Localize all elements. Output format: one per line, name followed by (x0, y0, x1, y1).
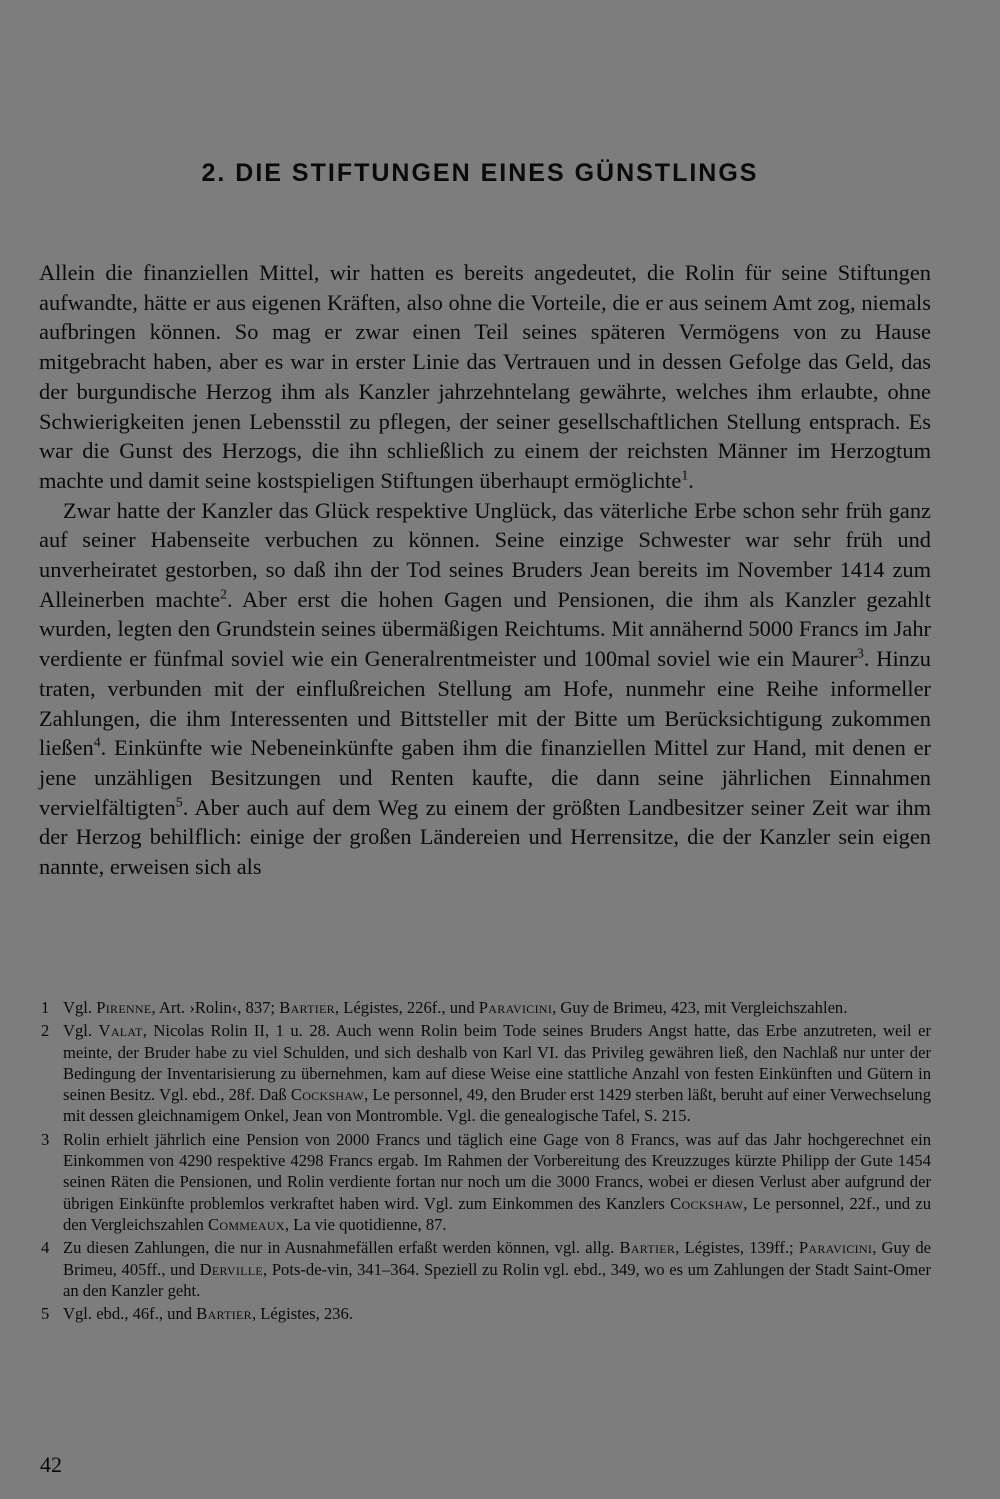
text-run: , Guy de Brimeu, 423, mit Vergleichszahlen. (552, 998, 848, 1017)
main-text (39, 258, 931, 882)
text-run: , Le personnel, 49, den Bruder erst 1429 sterben läßt, beruht auf einer Verwechselung mit dessen gleichnamigem Onkel, Jean von Montromble. Vgl. die genealogische Tafel, S. 215. (63, 1085, 931, 1126)
author-name: Commeaux (208, 1214, 285, 1234)
footnote-marker: 4 (93, 735, 101, 751)
author-name: Cockshaw (670, 1193, 744, 1213)
footnote-number: 2 (41, 1021, 50, 1041)
text-run: , Légistes, 226f., und (334, 998, 479, 1017)
footnote-marker: 5 (175, 795, 183, 811)
footnotes (39, 997, 931, 1324)
text-run: Rolin erhielt jährlich eine Pension von 2000 Francs und täglich eine Gage von 8 Francs, was auf das Jahr hochgerechnet ein Einkommen von 4290 respektive 4298 Francs ergab. Im Rahmen der Vorbereitung des Kreuzzuges kürzte Philipp der Gute 1454 seinen Räten die Pensionen, und Rolin verdiente fortan nur noch um die 3000 Francs, wobei er diesen Verlust aber aufgrund der übrigen Einkünfte problemlos verkraftet haben wird. Vgl. zum Einkommen des Kanzlers (63, 1129, 931, 1213)
text-run: , La vie quotidienne, 87. (284, 1214, 447, 1234)
footnote-marker: 2 (220, 587, 227, 603)
footnote-number: 4 (41, 1238, 50, 1258)
footnote-marker: 1 (681, 468, 689, 484)
text-run: , Guy de Brimeu, 405ff., und (63, 1238, 932, 1279)
author-name: Pirenne (96, 998, 152, 1017)
text-run: . (688, 467, 694, 493)
author-name: Bartier (619, 1238, 676, 1258)
chapter-title: 2. DIE STIFTUNGEN EINES GÜNSTLINGS (201, 158, 759, 187)
text-run: . Aber auch auf dem Weg zu einem der größten Landbesitzer seiner Zeit war ihm der Herzog behilflich: einige der großen Ländereien und Herrensitze, die der Kanzler sein eigen nannte, erweisen sich als (39, 794, 931, 880)
text-run: Vgl. ebd., 46f., und (63, 1304, 197, 1324)
footnote-number: 1 (41, 998, 50, 1017)
page-number: 42 (40, 1452, 62, 1477)
author-name: Bartier (279, 998, 335, 1017)
author-name: Cockshaw (290, 1085, 365, 1105)
text-run: . Hinzu traten, verbunden mit der einflußreichen Stellung am Hofe, nunmehr eine Reihe informeller Zahlungen, die ihm Interessenten und Bittsteller mit der Bitte um Berücksichtigung zukommen ließen (39, 646, 931, 761)
author-name: Paravicini (798, 1238, 873, 1258)
text-run: , Légistes, 236. (251, 1304, 353, 1324)
footnote-number: 3 (41, 1129, 50, 1149)
author-name: Derville (199, 1259, 264, 1279)
footnote (39, 1237, 931, 1301)
author-name: Valat (98, 1021, 143, 1041)
footnote (39, 1303, 931, 1324)
text-run: Zwar hatte der Kanzler das Glück respektive Unglück, das väterliche Erbe schon sehr früh ganz auf seiner Habenseite verbuchen zu können. Seine einzige Schwester war sehr früh und unverheiratet gestorben, so daß ihn der Tod seines Bruders Jean bereits im November 1414 zum Alleinerben machte (39, 497, 931, 612)
text-run: , Art. ›Rolin‹, 837; (151, 998, 280, 1017)
footnote (39, 997, 931, 1018)
footnote (39, 1020, 931, 1126)
footnote-marker: 3 (856, 646, 864, 662)
author-name: Paravicini (478, 998, 553, 1017)
paragraph (39, 496, 931, 882)
text-run: Vgl. (63, 1021, 99, 1041)
footnote-number: 5 (41, 1304, 50, 1324)
paragraph (39, 258, 931, 496)
text-run: . Aber erst die hohen Gagen und Pensionen, die ihm als Kanzler gezahlt wurden, legten den Grundstein seines übermäßigen Reichtums. Mit annähernd 5000 Francs im Jahr verdiente er fünfmal soviel wie ein Generalrentmeister und 100mal soviel wie ein Maurer (39, 586, 932, 672)
text-run: Allein die finanziellen Mittel, wir hatten es bereits angedeutet, die Rolin für seine Stiftungen aufwandte, hätte er aus eigenen Kräften, also ohne die Vorteile, die er aus seinem Amt zog, niemals aufbringen können. So mag er zwar einen Teil seines späteren Vermögens von zu Hause mitgebracht haben, aber es war in erster Linie das Vertrauen und in dessen Gefolge das Geld, das der burgundische Herzog ihm als Kanzler jahrzehntelang gewährte, welches ihm erlaubte, ohne Schwierigkeiten jenen Lebensstil zu pflegen, der seiner gesellschaftlichen Stellung entsprach. Es war die Gunst des Herzogs, die ihn schließlich zu einem der reichsten Männer im Herzogtum machte und damit seine kostspieligen Stiftungen überhaupt ermöglichte (39, 260, 931, 493)
text-run: Zu diesen Zahlungen, die nur in Ausnahmefällen erfaßt werden können, vgl. allg. (63, 1238, 620, 1258)
text-run: Vgl. (63, 998, 97, 1017)
text-run: , Nicolas Rolin II, 1 u. 28. Auch wenn Rolin beim Tode seines Bruders Angst hatte, das Erbe anzutreten, weil er meinte, der Bruder habe zu viel Schulden, und sich deshalb von Karl VI. das Privileg gewähren ließ, den Nachlaß nur unter der Bedingung der Inventarisierung zu übernehmen, kam auf diese Weise eine stattliche Anzahl von festen Einkünften und Gütern in seinen Besitz. Vgl. ebd., 28f. Daß (63, 1021, 932, 1105)
footnote (39, 1129, 931, 1235)
text-run: , Pots-de-vin, 341–364. Speziell zu Rolin vgl. ebd., 349, wo es um Zahlungen der Stadt Saint-Omer an den Kanzler geht. (63, 1259, 932, 1300)
author-name: Bartier (196, 1304, 252, 1324)
text-run: . Einkünfte wie Nebeneinkünfte gaben ihm die finanziellen Mittel zur Hand, mit denen er jene unzähligen Besitzungen und Renten kaufte, die dann seine jährlichen Einnahmen vervielfältigten (39, 735, 931, 820)
text-run: , Le personnel, 22f., und zu den Vergleichszahlen (63, 1193, 931, 1234)
text-run: , Légistes, 139ff.; (675, 1238, 799, 1258)
